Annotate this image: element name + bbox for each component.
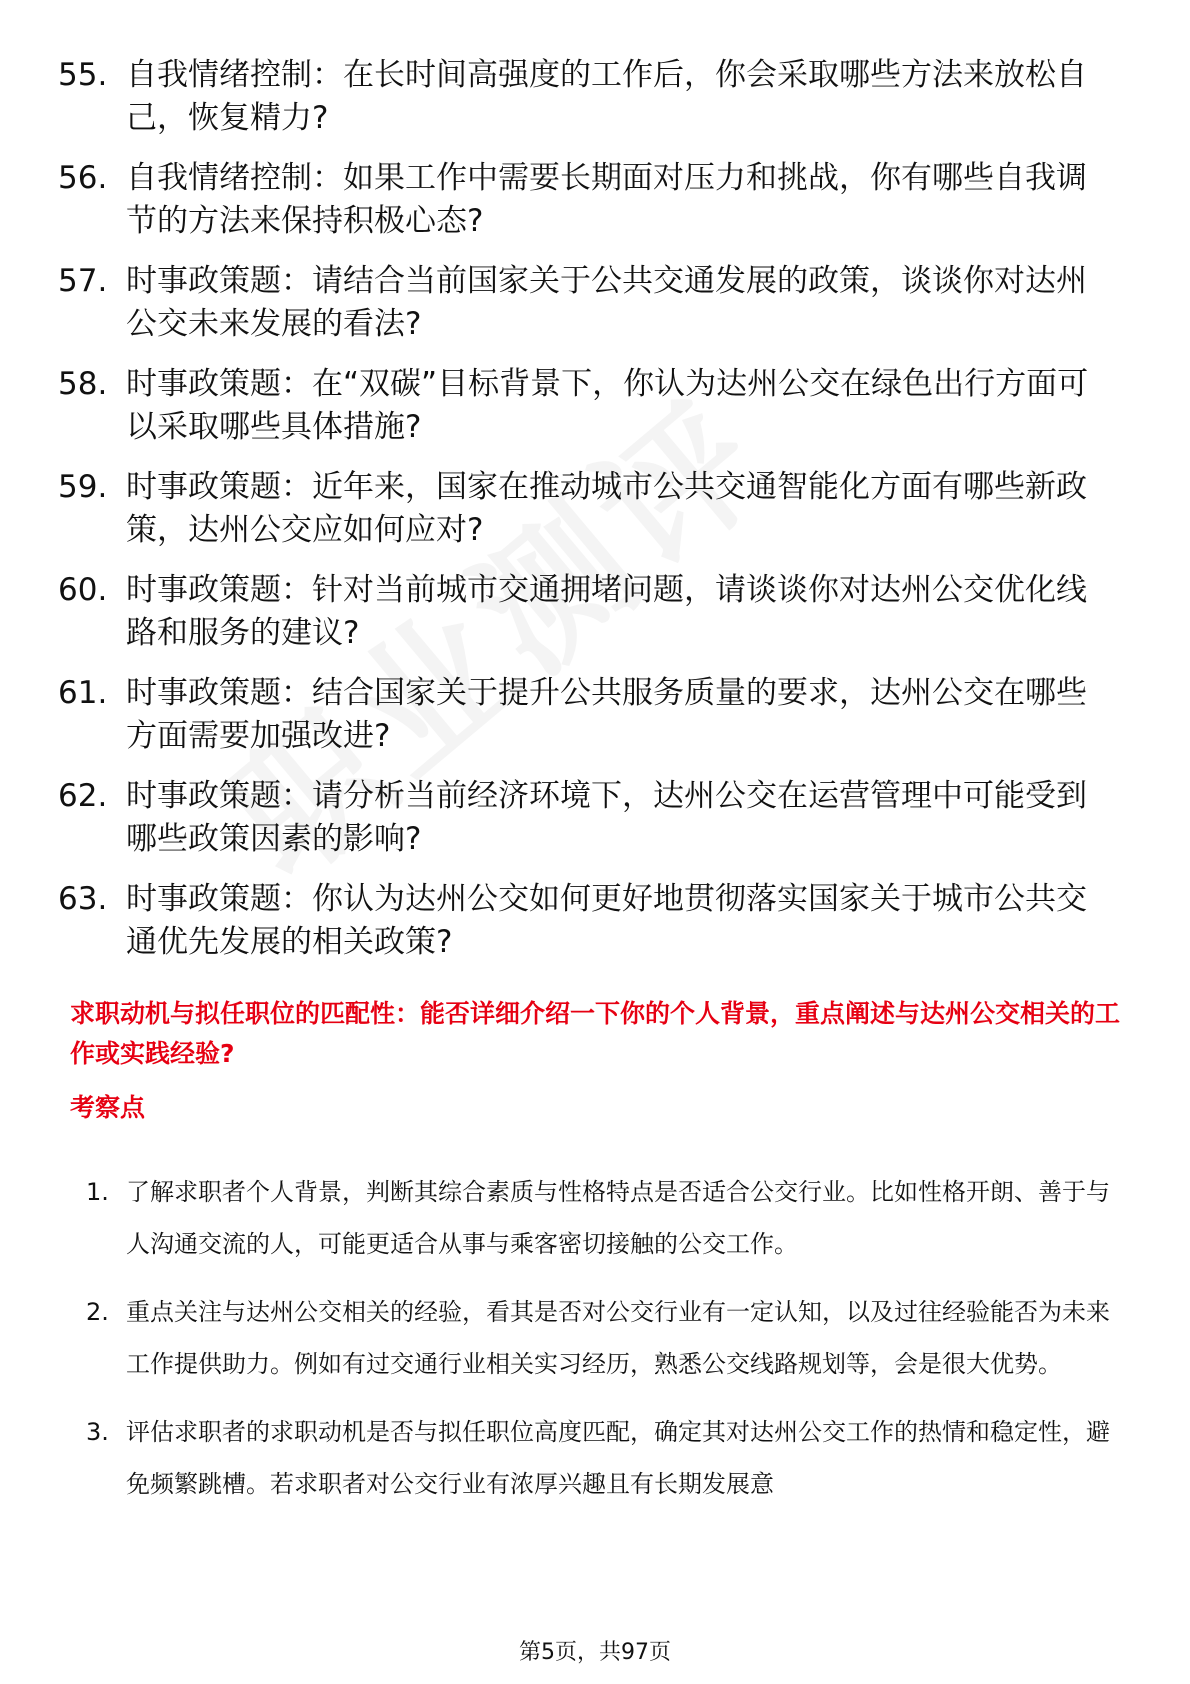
- point-text: 重点关注与达州公交相关的经验，看其是否对公交行业有一定认知，以及过往经验能否为未来工作提供助力。例如有过交通行业相关实习经历，熟悉公交线路规划等，会是很大优势。: [126, 1298, 1110, 1378]
- point-text: 评估求职者的求职动机是否与拟任职位高度匹配，确定其对达州公交工作的热情和稳定性，避免频繁跳槽。若求职者对公交行业有浓厚兴趣且有长期发展意: [126, 1418, 1110, 1498]
- question-number: 62.: [58, 778, 108, 814]
- point-number: 3.: [86, 1418, 109, 1446]
- question-item: [58, 878, 1118, 964]
- section-heading: 求职动机与拟任职位的匹配性：能否详细介绍一下你的个人背景，重点阐述与达州公交相关的工作或实践经验?: [70, 999, 1121, 1068]
- section-subheading: 考察点: [70, 1093, 146, 1122]
- question-number: 56.: [58, 160, 108, 196]
- assessment-point: [86, 1286, 1126, 1390]
- question-text: 时事政策题：近年来，国家在推动城市公共交通智能化方面有哪些新政策，达州公交应如何应对?: [126, 469, 1087, 548]
- question-number: 60.: [58, 572, 108, 608]
- question-text: 时事政策题：针对当前城市交通拥堵问题，请谈谈你对达州公交优化线路和服务的建议?: [126, 572, 1087, 651]
- question-text: 时事政策题：请结合当前国家关于公共交通发展的政策，谈谈你对达州公交未来发展的看法?: [126, 263, 1087, 342]
- question-number: 59.: [58, 469, 108, 505]
- question-text: 时事政策题：在“双碳”目标背景下，你认为达州公交在绿色出行方面可以采取哪些具体措施?: [126, 366, 1089, 445]
- question-item: [58, 775, 1118, 861]
- question-text: 时事政策题：结合国家关于提升公共服务质量的要求，达州公交在哪些方面需要加强改进?: [126, 675, 1087, 754]
- point-number: 2.: [86, 1298, 109, 1326]
- question-number: 55.: [58, 57, 108, 93]
- question-item: [58, 260, 1118, 346]
- question-item: [58, 54, 1118, 140]
- question-number: 63.: [58, 881, 108, 917]
- question-text: 时事政策题：请分析当前经济环境下，达州公交在运营管理中可能受到哪些政策因素的影响?: [126, 778, 1087, 857]
- question-item: [58, 672, 1118, 758]
- question-number: 58.: [58, 366, 108, 402]
- assessment-points: [86, 1166, 1126, 1526]
- question-number: 57.: [58, 263, 108, 299]
- question-text: 自我情绪控制：如果工作中需要长期面对压力和挑战，你有哪些自我调节的方法来保持积极心态?: [126, 160, 1087, 239]
- question-item: [58, 466, 1118, 552]
- page-footer: 第5页，共97页: [519, 1640, 671, 1665]
- question-item: [58, 569, 1118, 655]
- question-text: 时事政策题：你认为达州公交如何更好地贯彻落实国家关于城市公共交通优先发展的相关政策?: [126, 881, 1087, 960]
- question-list: [58, 54, 1118, 981]
- point-text: 了解求职者个人背景，判断其综合素质与性格特点是否适合公交行业。比如性格开朗、善于与人沟通交流的人，可能更适合从事与乘客密切接触的公交工作。: [126, 1178, 1110, 1258]
- question-number: 61.: [58, 675, 108, 711]
- assessment-point: [86, 1166, 1126, 1270]
- question-item: [58, 157, 1118, 243]
- question-item: [58, 363, 1118, 449]
- question-text: 自我情绪控制：在长时间高强度的工作后，你会采取哪些方法来放松自己，恢复精力?: [126, 57, 1087, 136]
- assessment-point: [86, 1406, 1126, 1510]
- point-number: 1.: [86, 1178, 109, 1206]
